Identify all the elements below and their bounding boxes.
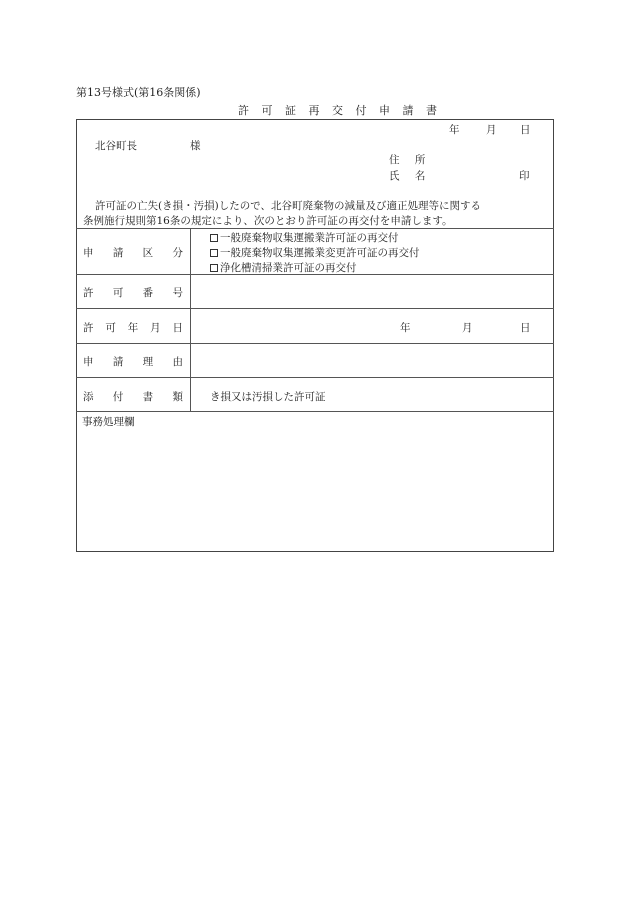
form-frame [76, 119, 554, 552]
checkbox[interactable] [210, 249, 218, 257]
permit-number-label: 許 可 番 号 [83, 287, 183, 299]
office-use-label: 事務処理欄 [82, 416, 135, 428]
form-title: 許 可 証 再 交 付 申 請 書 [238, 104, 442, 117]
permit-date-day: 日 [520, 322, 531, 334]
attachments-value: き損又は汚損した許可証 [210, 391, 326, 403]
statement-line-1: 許可証の亡失(き損・汚損)したので、北谷町廃棄物の減量及び適正処理等に関する [95, 200, 481, 212]
row-divider [76, 308, 554, 309]
row-divider [76, 343, 554, 344]
label-column-rule [190, 228, 191, 411]
permit-date-year: 年 [400, 322, 411, 334]
permit-number-field[interactable] [192, 276, 552, 307]
reason-field[interactable] [192, 345, 552, 376]
date-month-label: 月 [486, 124, 497, 136]
row-divider [76, 411, 554, 412]
date-day-label: 日 [520, 124, 531, 136]
permit-date-month: 月 [462, 322, 473, 334]
category-option[interactable]: 一般廃棄物収集運搬業許可証の再交付 [210, 230, 399, 245]
attachments-label: 添 付 書 類 [83, 391, 183, 403]
category-option[interactable]: 浄化槽清掃業許可証の再交付 [210, 260, 357, 275]
checkbox[interactable] [210, 264, 218, 272]
date-year-label: 年 [449, 124, 460, 136]
applicant-address-label: 住 所 [389, 154, 432, 166]
checkbox[interactable] [210, 234, 218, 242]
category-option[interactable]: 一般廃棄物収集運搬業変更許可証の再交付 [210, 245, 420, 260]
addressee-honorific: 様 [190, 140, 201, 152]
category-label: 申 請 区 分 [83, 247, 183, 259]
addressee-name: 北谷町長 [95, 140, 137, 152]
applicant-name-label: 氏 名 [389, 170, 432, 182]
seal-mark: 印 [519, 170, 530, 182]
reason-label: 申 請 理 由 [83, 356, 183, 368]
table-top-rule [76, 228, 554, 229]
form-number: 第13号様式(第16条関係) [76, 86, 201, 99]
row-divider [76, 377, 554, 378]
statement-line-2: 条例施行規則第16条の規定により、次のとおり許可証の再交付を申請します。 [83, 215, 453, 227]
permit-date-label: 許 可 年 月 日 [83, 322, 183, 334]
